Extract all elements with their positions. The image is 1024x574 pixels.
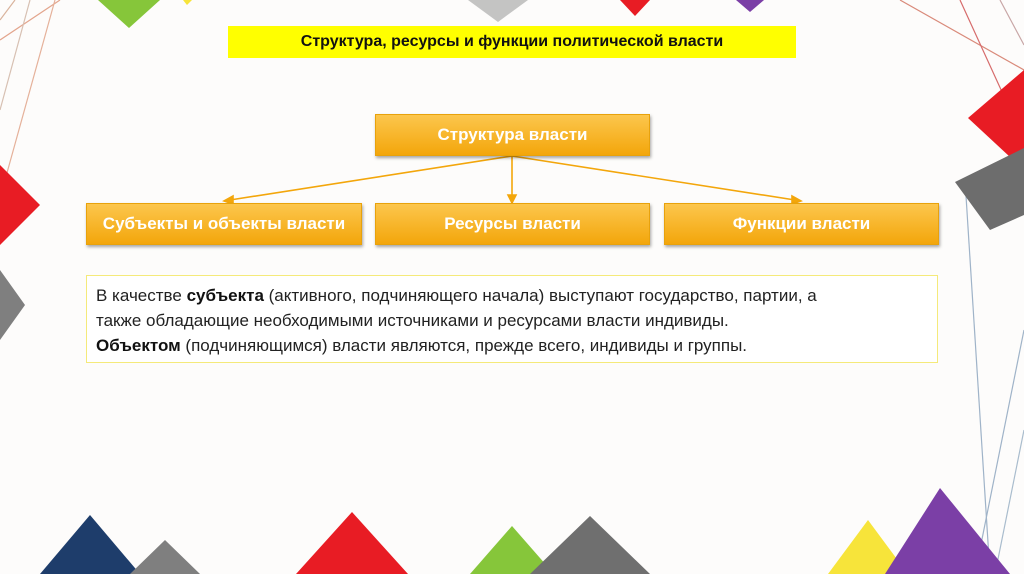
desc-object-term: Объектом <box>96 336 181 355</box>
description-text-box <box>86 275 938 363</box>
desc-line3-rest: (подчиняющимся) власти являются, прежде всего, индивиды и группы. <box>180 336 748 355</box>
desc-line1-rest: (активного, подчиняющего начала) выступают государство, партии, а <box>263 286 817 305</box>
node-resources: Ресурсы власти <box>375 203 650 245</box>
desc-line1-prefix: В качестве <box>96 286 187 305</box>
desc-subject-term: субъекта <box>186 286 264 305</box>
root-node-structure: Структура власти <box>375 114 650 156</box>
node-functions: Функции власти <box>664 203 939 245</box>
slide-title: Структура, ресурсы и функции политической власти <box>228 26 796 58</box>
desc-line2: также обладающие необходимыми источниками и ресурсами власти индивиды. <box>96 311 729 330</box>
node-subjects-objects: Субъекты и объекты власти <box>86 203 362 245</box>
